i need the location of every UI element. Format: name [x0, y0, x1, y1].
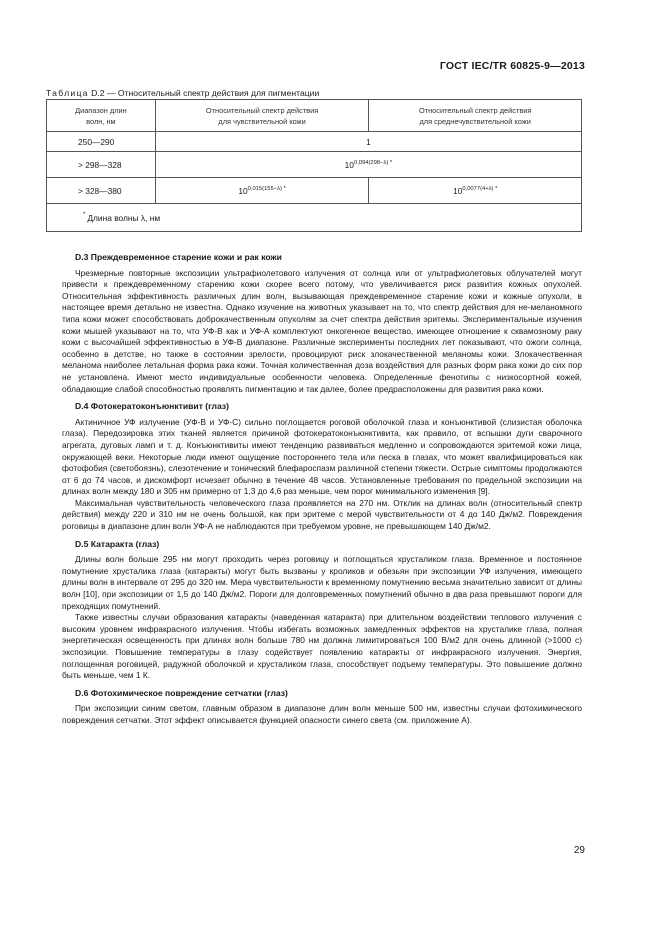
table-note-row [47, 204, 582, 232]
page-number: 29 [573, 845, 585, 856]
header-medium-line2: для среднечувствительной кожи [419, 116, 531, 126]
table-caption-text: D.2 — Относительный спектр действия для пигментации [88, 88, 320, 98]
formula-exponent: 0,015(155−λ) * [247, 185, 286, 192]
section-d5 [62, 539, 582, 682]
document-header: ГОСТ IEC/TR 60825-9—2013 [439, 60, 585, 72]
formula-base: 10 [238, 185, 248, 196]
paragraph: Также известны случаи образования катаракты (наведенная катаракта) при длительном воздействии теплового излучения с высоким уровнем инфракрасного излучения. Чтобы избегать возможных замедленных эффектов на хрусталике глаза, полная энергетическая освещенность при длинах волн больше 780 нм должна лимитироваться 100 В/м2 для очень длинной (>1000 с) экспозиции. Повышение температуры в глазу содействует появлению катаракты от инфракрасного излучения. Энергия, поглощенная роговицей, радужной оболочкой и хрусталиком глаза, способствует подъему температуры. Это повышение должно быть меньше, чем 1 К. [62, 612, 582, 681]
header-range-line2: волн, нм [86, 116, 116, 126]
header-sensitive-line2: для чувствительной кожи [218, 116, 306, 126]
table-row [47, 178, 582, 204]
table-row [47, 152, 582, 178]
range-cell: > 298—328 [47, 152, 156, 178]
paragraph: Максимальная чувствительность человеческого глаза проявляется на 270 нм. Отклик на длинах волн (относительный спектр действия) между 220 и 310 нм не очень большой, как при эритеме с мерой чувствительности от 4 до 140 Дж/м2. Повреждения роговицы в диапазоне длин волн УФ-А не наблюдаются при требуемом уровне, не превышающем 140 Дж/м2. [62, 497, 582, 532]
formula-exponent: 0,0077(4+λ) * [462, 185, 498, 192]
formula-base: 10 [344, 159, 354, 170]
note-mark: * [83, 211, 86, 218]
section-d6 [62, 688, 582, 727]
section-title: D.6 Фотохимическое повреждение сетчатки (глаз) [75, 687, 288, 698]
document-body [62, 252, 582, 733]
paragraph: Длины волн больше 295 нм могут проходить через роговицу и поглощаться хрусталиком глаза. Временное и постоянное помутнение хрусталика глаза (катаракты) могут быть вызваны у кроликов и обезьян при экспозиции УФ излучения, имеющего длины волн в интервале от 295 до 320 нм. Мера чувствительности к временному помутнению весьма значительно зависит от длины волн [10], при экспозиции от 1,5 до 140 Дж/м2. Пороги для долговременных помутнений обычно в два раза превышают пороги для преходящих помутнений. [62, 554, 582, 611]
formula-base: 10 [453, 185, 463, 196]
paragraph: При экспозиции синим светом, главным образом в диапазоне длин волн меньше 500 нм, известны случаи фотохимического повреждения сетчатки. Этот эффект описывается функцией опасности синего света (см. приложение А). [62, 703, 582, 725]
section-d4 [62, 401, 582, 533]
table-row [47, 132, 582, 152]
table-note [47, 204, 582, 232]
header-medium [369, 100, 582, 132]
formula-cell-sensitive [155, 178, 369, 204]
formula-exponent: 0,094(298−λ) * [353, 159, 393, 166]
pigmentation-table [46, 99, 582, 232]
section-d3 [62, 252, 582, 395]
section-title: D.4 Фотокератоконъюнктивит (глаз) [75, 401, 230, 412]
header-range [47, 100, 156, 132]
value-cell: 1 [155, 132, 581, 152]
section-title: D.3 Преждевременное старение кожи и рак кожи [75, 252, 282, 262]
formula-cell [155, 152, 581, 178]
header-sensitive-line1: Относительный спектр действия [205, 105, 319, 115]
header-range-line1: Диапазон длин [75, 105, 127, 115]
range-cell: 250—290 [47, 132, 156, 152]
paragraph: Чрезмерные повторные экспозиции ультрафиолетового излучения от солнца или от ультрафиолетовых облучателей могут привести к преждевременному старению кожи скорее всего потому, что увеличивается риск развития кожных опухолей. Относительная эффективность различных длин волн, вызывающая преждевременное старение кожи и кожные опухоли, в настоящее время детально не известна. Однако изучение на животных указывает на то, что спектр действия для не-меланомного типа кожи может способствовать доброкачественным опухолям за счет спектра действия эритемы. Экспериментальные изучения кожи мышей указывают на то, что УФ-В как и УФ-А комплектуют онкогенное вещество, имеющее отношение к сквамозному раку кожи с высочайшей эффективностью в УФ-В диапазоне. Различные эксперименты последних лет показывают, что ожоги солнца, особенно в детстве, но также в состоянии зрелости, провоцируют риск злокачественной меланомы кожи. Злокачественная меланома наиболее летальная форма рака кожи. Точная количественная доза воздействия для разных форм рака кожи до сих пор не установлена. Имеют место индивидуальные особенности человека. Определенные фенотипы с низкосортной кожей, обладающие слабой способностью проявлять пигментацию и так далее, более предрасположены для развития рака кожи. [62, 267, 582, 394]
note-text: Длина волны λ, нм [87, 212, 161, 223]
table-caption-label: Таблица [46, 88, 89, 98]
range-cell: > 328—380 [47, 178, 156, 204]
header-sensitive [155, 100, 369, 132]
header-medium-line1: Относительный спектр действия [418, 105, 532, 115]
table-caption [46, 88, 319, 98]
formula-cell-medium [369, 178, 582, 204]
paragraph: Актиничное УФ излучение (УФ-В и УФ-С) сильно поглощается роговой оболочкой глаза и конъюнктивой (слизистая оболочка глаза). Передозировка этих тканей является причиной фотокератоконъюнктивита, как правило, от вспышки дуги сварочного агрегата, дуговых ламп и т. д. Конъюнктивиты имеют тенденцию развиваться медленно и сопровождаются эритемой кожи лица, окружающей веки. Некоторые люди имеют ощущение постороннего тела или песка в глазах, что может квалифицироваться как фотофобия (светобоязнь), слезотечение и тонический блефароспазм различной степени тяжести. Острые симптомы продолжаются от 6 до 74 часов, и дискомфорт исчезает обычно в течение 48 часов. Установленные требования по предельной экспозиции на длинах волн между 180 и 305 нм примерно от 1,3 до 4,6 раз меньше, чем порог минимального изменения [9]. [62, 416, 582, 497]
section-title: D.5 Катаракта (глаз) [75, 538, 160, 549]
